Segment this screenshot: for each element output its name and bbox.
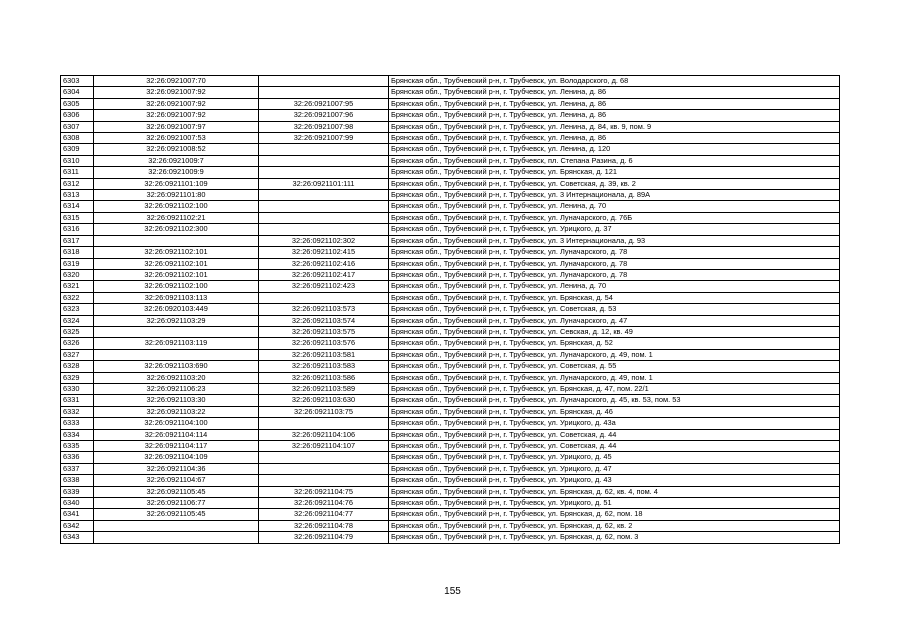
cadastral-number-cell: [94, 349, 259, 360]
table-row: [61, 520, 840, 531]
table-row: [61, 372, 840, 383]
linked-cadastral-number-cell: 32:26:0921102:302: [259, 235, 389, 246]
row-number-cell: 6342: [61, 520, 94, 531]
table-row: [61, 269, 840, 280]
address-cell: Брянская обл., Трубчевский р-н, г. Трубчевск, ул. Урицкого, д. 45: [389, 452, 840, 463]
row-number-cell: 6326: [61, 338, 94, 349]
address-cell: Брянская обл., Трубчевский р-н, г. Трубчевск, ул. Советская, д. 44: [389, 441, 840, 452]
linked-cadastral-number-cell: [259, 167, 389, 178]
address-cell: Брянская обл., Трубчевский р-н, г. Трубчевск, ул. Севская, д. 12, кв. 49: [389, 326, 840, 337]
cadastral-number-cell: 32:26:0921104:117: [94, 441, 259, 452]
table-row: [61, 361, 840, 372]
address-cell: Брянская обл., Трубчевский р-н, г. Трубчевск, ул. 3 Интернационала, д. 93: [389, 235, 840, 246]
cadastral-number-cell: 32:26:0921103:22: [94, 406, 259, 417]
cadastral-number-cell: [94, 532, 259, 543]
address-cell: Брянская обл., Трубчевский р-н, г. Трубчевск, ул. Брянская, д. 62, кв. 4, пом. 4: [389, 486, 840, 497]
linked-cadastral-number-cell: 32:26:0921104:107: [259, 441, 389, 452]
cadastral-number-cell: [94, 520, 259, 531]
cadastral-number-cell: 32:26:0921104:114: [94, 429, 259, 440]
linked-cadastral-number-cell: [259, 475, 389, 486]
table-row: [61, 383, 840, 394]
cadastral-number-cell: 32:26:0921007:53: [94, 133, 259, 144]
table-row: [61, 509, 840, 520]
linked-cadastral-number-cell: 32:26:0921102:417: [259, 269, 389, 280]
table-row: [61, 247, 840, 258]
cadastral-number-cell: 32:26:0921102:101: [94, 247, 259, 258]
linked-cadastral-number-cell: 32:26:0921007:98: [259, 121, 389, 132]
linked-cadastral-number-cell: 32:26:0921103:574: [259, 315, 389, 326]
cadastral-number-cell: 32:26:0921104:36: [94, 463, 259, 474]
linked-cadastral-number-cell: [259, 155, 389, 166]
row-number-cell: 6331: [61, 395, 94, 406]
table-row: [61, 475, 840, 486]
linked-cadastral-number-cell: 32:26:0921007:96: [259, 110, 389, 121]
cadastral-number-cell: 32:26:0921104:100: [94, 418, 259, 429]
table-row: [61, 406, 840, 417]
address-cell: Брянская обл., Трубчевский р-н, г. Трубчевск, ул. Советская, д. 39, кв. 2: [389, 178, 840, 189]
linked-cadastral-number-cell: 32:26:0921101:111: [259, 178, 389, 189]
page-number: 155: [444, 586, 461, 597]
row-number-cell: 6318: [61, 247, 94, 258]
cadastral-number-cell: 32:26:0921007:97: [94, 121, 259, 132]
row-number-cell: 6338: [61, 475, 94, 486]
address-cell: Брянская обл., Трубчевский р-н, г. Трубчевск, ул. Советская, д. 44: [389, 429, 840, 440]
linked-cadastral-number-cell: 32:26:0921104:77: [259, 509, 389, 520]
address-cell: Брянская обл., Трубчевский р-н, г. Трубчевск, ул. Брянская, д. 62, пом. 3: [389, 532, 840, 543]
table-row: [61, 190, 840, 201]
linked-cadastral-number-cell: [259, 212, 389, 223]
table-row: [61, 258, 840, 269]
table-row: [61, 144, 840, 155]
table-row: [61, 532, 840, 543]
row-number-cell: 6312: [61, 178, 94, 189]
row-number-cell: 6310: [61, 155, 94, 166]
table-row: [61, 304, 840, 315]
address-cell: Брянская обл., Трубчевский р-н, г. Трубчевск, ул. Ленина, д. 120: [389, 144, 840, 155]
linked-cadastral-number-cell: [259, 190, 389, 201]
address-cell: Брянская обл., Трубчевский р-н, г. Трубчевск, ул. Луначарского, д. 49, пом. 1: [389, 372, 840, 383]
table-row: [61, 395, 840, 406]
linked-cadastral-number-cell: 32:26:0921104:79: [259, 532, 389, 543]
linked-cadastral-number-cell: 32:26:0921103:576: [259, 338, 389, 349]
row-number-cell: 6320: [61, 269, 94, 280]
table-row: [61, 292, 840, 303]
table-row: [61, 235, 840, 246]
linked-cadastral-number-cell: 32:26:0921102:423: [259, 281, 389, 292]
address-cell: Брянская обл., Трубчевский р-н, г. Трубчевск, ул. Ленина, д. 86: [389, 87, 840, 98]
row-number-cell: 6341: [61, 509, 94, 520]
row-number-cell: 6334: [61, 429, 94, 440]
address-cell: Брянская обл., Трубчевский р-н, г. Трубчевск, пл. Степана Разина, д. 6: [389, 155, 840, 166]
table-row: [61, 224, 840, 235]
cadastral-number-cell: 32:26:0921103:30: [94, 395, 259, 406]
address-cell: Брянская обл., Трубчевский р-н, г. Трубчевск, ул. Ленина, д. 70: [389, 201, 840, 212]
address-cell: Брянская обл., Трубчевский р-н, г. Трубчевск, ул. Ленина, д. 86: [389, 98, 840, 109]
cadastral-number-cell: 32:26:0920103:449: [94, 304, 259, 315]
table-row: [61, 98, 840, 109]
linked-cadastral-number-cell: 32:26:0921104:106: [259, 429, 389, 440]
address-cell: Брянская обл., Трубчевский р-н, г. Трубчевск, ул. Луначарского, д. 47: [389, 315, 840, 326]
address-cell: Брянская обл., Трубчевский р-н, г. Трубчевск, ул. Ленина, д. 86: [389, 110, 840, 121]
cadastral-number-cell: 32:26:0921106:23: [94, 383, 259, 394]
address-cell: Брянская обл., Трубчевский р-н, г. Трубчевск, ул. Луначарского, д. 76Б: [389, 212, 840, 223]
row-number-cell: 6330: [61, 383, 94, 394]
cadastral-number-cell: 32:26:0921101:80: [94, 190, 259, 201]
linked-cadastral-number-cell: 32:26:0921103:589: [259, 383, 389, 394]
table-row: [61, 212, 840, 223]
row-number-cell: 6327: [61, 349, 94, 360]
cadastral-number-cell: 32:26:0921009:7: [94, 155, 259, 166]
cadastral-number-cell: 32:26:0921103:113: [94, 292, 259, 303]
cadastral-number-cell: 32:26:0921007:92: [94, 110, 259, 121]
linked-cadastral-number-cell: 32:26:0921104:76: [259, 498, 389, 509]
row-number-cell: 6339: [61, 486, 94, 497]
cadastral-number-cell: 32:26:0921105:45: [94, 486, 259, 497]
linked-cadastral-number-cell: 32:26:0921103:575: [259, 326, 389, 337]
row-number-cell: 6306: [61, 110, 94, 121]
cadastral-number-cell: [94, 235, 259, 246]
row-number-cell: 6308: [61, 133, 94, 144]
table-row: [61, 155, 840, 166]
row-number-cell: 6311: [61, 167, 94, 178]
address-cell: Брянская обл., Трубчевский р-н, г. Трубчевск, ул. Брянская, д. 46: [389, 406, 840, 417]
row-number-cell: 6313: [61, 190, 94, 201]
row-number-cell: 6332: [61, 406, 94, 417]
row-number-cell: 6324: [61, 315, 94, 326]
cadastral-number-cell: 32:26:0921104:109: [94, 452, 259, 463]
table-row: [61, 418, 840, 429]
address-cell: Брянская обл., Трубчевский р-н, г. Трубчевск, ул. Луначарского, д. 49, пом. 1: [389, 349, 840, 360]
table-row: [61, 326, 840, 337]
address-cell: Брянская обл., Трубчевский р-н, г. Трубчевск, ул. Брянская, д. 62, пом. 18: [389, 509, 840, 520]
table-row: [61, 110, 840, 121]
cadastral-number-cell: 32:26:0921102:101: [94, 258, 259, 269]
row-number-cell: 6317: [61, 235, 94, 246]
address-cell: Брянская обл., Трубчевский р-н, г. Трубчевск, ул. Брянская, д. 52: [389, 338, 840, 349]
cadastral-number-cell: 32:26:0921102:100: [94, 281, 259, 292]
table-row: [61, 121, 840, 132]
address-cell: Брянская обл., Трубчевский р-н, г. Трубчевск, ул. Луначарского, д. 78: [389, 258, 840, 269]
linked-cadastral-number-cell: [259, 87, 389, 98]
cadastral-number-cell: 32:26:0921102:100: [94, 201, 259, 212]
address-cell: Брянская обл., Трубчевский р-н, г. Трубчевск, ул. Луначарского, д. 45, кв. 53, пом. 53: [389, 395, 840, 406]
table-row: [61, 178, 840, 189]
property-register-table: [60, 75, 840, 544]
linked-cadastral-number-cell: 32:26:0921007:99: [259, 133, 389, 144]
row-number-cell: 6343: [61, 532, 94, 543]
address-cell: Брянская обл., Трубчевский р-н, г. Трубчевск, ул. Советская, д. 55: [389, 361, 840, 372]
linked-cadastral-number-cell: [259, 201, 389, 212]
cadastral-number-cell: 32:26:0921009:9: [94, 167, 259, 178]
row-number-cell: 6323: [61, 304, 94, 315]
address-cell: Брянская обл., Трубчевский р-н, г. Трубчевск, ул. Ленина, д. 84, кв. 9, пом. 9: [389, 121, 840, 132]
cadastral-number-cell: 32:26:0921104:67: [94, 475, 259, 486]
linked-cadastral-number-cell: 32:26:0921103:573: [259, 304, 389, 315]
address-cell: Брянская обл., Трубчевский р-н, г. Трубчевск, ул. Брянская, д. 121: [389, 167, 840, 178]
row-number-cell: 6316: [61, 224, 94, 235]
table-row: [61, 315, 840, 326]
linked-cadastral-number-cell: 32:26:0921103:586: [259, 372, 389, 383]
row-number-cell: 6314: [61, 201, 94, 212]
row-number-cell: 6322: [61, 292, 94, 303]
table-row: [61, 463, 840, 474]
table-row: [61, 349, 840, 360]
cadastral-number-cell: 32:26:0921105:45: [94, 509, 259, 520]
linked-cadastral-number-cell: 32:26:0921102:415: [259, 247, 389, 258]
address-cell: Брянская обл., Трубчевский р-н, г. Трубчевск, ул. Урицкого, д. 47: [389, 463, 840, 474]
row-number-cell: 6329: [61, 372, 94, 383]
linked-cadastral-number-cell: 32:26:0921103:630: [259, 395, 389, 406]
linked-cadastral-number-cell: [259, 452, 389, 463]
address-cell: Брянская обл., Трубчевский р-н, г. Трубчевск, ул. Ленина, д. 70: [389, 281, 840, 292]
linked-cadastral-number-cell: 32:26:0921103:75: [259, 406, 389, 417]
row-number-cell: 6309: [61, 144, 94, 155]
address-cell: Брянская обл., Трубчевский р-н, г. Трубчевск, ул. 3 Интернационала, д. 89А: [389, 190, 840, 201]
row-number-cell: 6307: [61, 121, 94, 132]
address-cell: Брянская обл., Трубчевский р-н, г. Трубчевск, ул. Ленина, д. 86: [389, 133, 840, 144]
linked-cadastral-number-cell: [259, 224, 389, 235]
row-number-cell: 6340: [61, 498, 94, 509]
cadastral-number-cell: 32:26:0921007:70: [94, 76, 259, 87]
row-number-cell: 6328: [61, 361, 94, 372]
linked-cadastral-number-cell: [259, 76, 389, 87]
cadastral-number-cell: 32:26:0921007:92: [94, 87, 259, 98]
address-cell: Брянская обл., Трубчевский р-н, г. Трубчевск, ул. Брянская, д. 54: [389, 292, 840, 303]
cadastral-number-cell: 32:26:0921103:119: [94, 338, 259, 349]
cadastral-number-cell: 32:26:0921106:77: [94, 498, 259, 509]
linked-cadastral-number-cell: [259, 292, 389, 303]
cadastral-number-cell: [94, 326, 259, 337]
address-cell: Брянская обл., Трубчевский р-н, г. Трубчевск, ул. Луначарского, д. 78: [389, 247, 840, 258]
table-row: [61, 133, 840, 144]
table-row: [61, 281, 840, 292]
linked-cadastral-number-cell: [259, 418, 389, 429]
row-number-cell: 6335: [61, 441, 94, 452]
cadastral-number-cell: 32:26:0921102:300: [94, 224, 259, 235]
linked-cadastral-number-cell: [259, 144, 389, 155]
address-cell: Брянская обл., Трубчевский р-н, г. Трубчевск, ул. Брянская, д. 62, кв. 2: [389, 520, 840, 531]
table-row: [61, 452, 840, 463]
table-row: [61, 201, 840, 212]
address-cell: Брянская обл., Трубчевский р-н, г. Трубчевск, ул. Урицкого, д. 37: [389, 224, 840, 235]
address-cell: Брянская обл., Трубчевский р-н, г. Трубчевск, ул. Урицкого, д. 51: [389, 498, 840, 509]
linked-cadastral-number-cell: 32:26:0921103:583: [259, 361, 389, 372]
cadastral-number-cell: 32:26:0921103:29: [94, 315, 259, 326]
row-number-cell: 6321: [61, 281, 94, 292]
row-number-cell: 6337: [61, 463, 94, 474]
row-number-cell: 6303: [61, 76, 94, 87]
linked-cadastral-number-cell: 32:26:0921102:416: [259, 258, 389, 269]
row-number-cell: 6315: [61, 212, 94, 223]
address-cell: Брянская обл., Трубчевский р-н, г. Трубчевск, ул. Брянская, д. 47, пом. 22/1: [389, 383, 840, 394]
table-body: [61, 76, 840, 544]
row-number-cell: 6325: [61, 326, 94, 337]
row-number-cell: 6333: [61, 418, 94, 429]
linked-cadastral-number-cell: [259, 463, 389, 474]
table-row: [61, 338, 840, 349]
linked-cadastral-number-cell: 32:26:0921104:78: [259, 520, 389, 531]
cadastral-number-cell: 32:26:0921102:101: [94, 269, 259, 280]
cadastral-number-cell: 32:26:0921007:92: [94, 98, 259, 109]
table-row: [61, 167, 840, 178]
table-row: [61, 486, 840, 497]
table-row: [61, 498, 840, 509]
address-cell: Брянская обл., Трубчевский р-н, г. Трубчевск, ул. Володарского, д. 68: [389, 76, 840, 87]
linked-cadastral-number-cell: 32:26:0921007:95: [259, 98, 389, 109]
address-cell: Брянская обл., Трубчевский р-н, г. Трубчевск, ул. Луначарского, д. 78: [389, 269, 840, 280]
address-cell: Брянская обл., Трубчевский р-н, г. Трубчевск, ул. Урицкого, д. 43а: [389, 418, 840, 429]
table-row: [61, 441, 840, 452]
linked-cadastral-number-cell: 32:26:0921104:75: [259, 486, 389, 497]
row-number-cell: 6304: [61, 87, 94, 98]
row-number-cell: 6336: [61, 452, 94, 463]
table-row: [61, 76, 840, 87]
cadastral-number-cell: 32:26:0921103:20: [94, 372, 259, 383]
cadastral-number-cell: 32:26:0921101:109: [94, 178, 259, 189]
address-cell: Брянская обл., Трубчевский р-н, г. Трубчевск, ул. Советская, д. 53: [389, 304, 840, 315]
address-cell: Брянская обл., Трубчевский р-н, г. Трубчевск, ул. Урицкого, д. 43: [389, 475, 840, 486]
linked-cadastral-number-cell: 32:26:0921103:581: [259, 349, 389, 360]
row-number-cell: 6319: [61, 258, 94, 269]
table-row: [61, 87, 840, 98]
cadastral-number-cell: 32:26:0921103:690: [94, 361, 259, 372]
cadastral-number-cell: 32:26:0921102:21: [94, 212, 259, 223]
cadastral-number-cell: 32:26:0921008:52: [94, 144, 259, 155]
row-number-cell: 6305: [61, 98, 94, 109]
table-row: [61, 429, 840, 440]
